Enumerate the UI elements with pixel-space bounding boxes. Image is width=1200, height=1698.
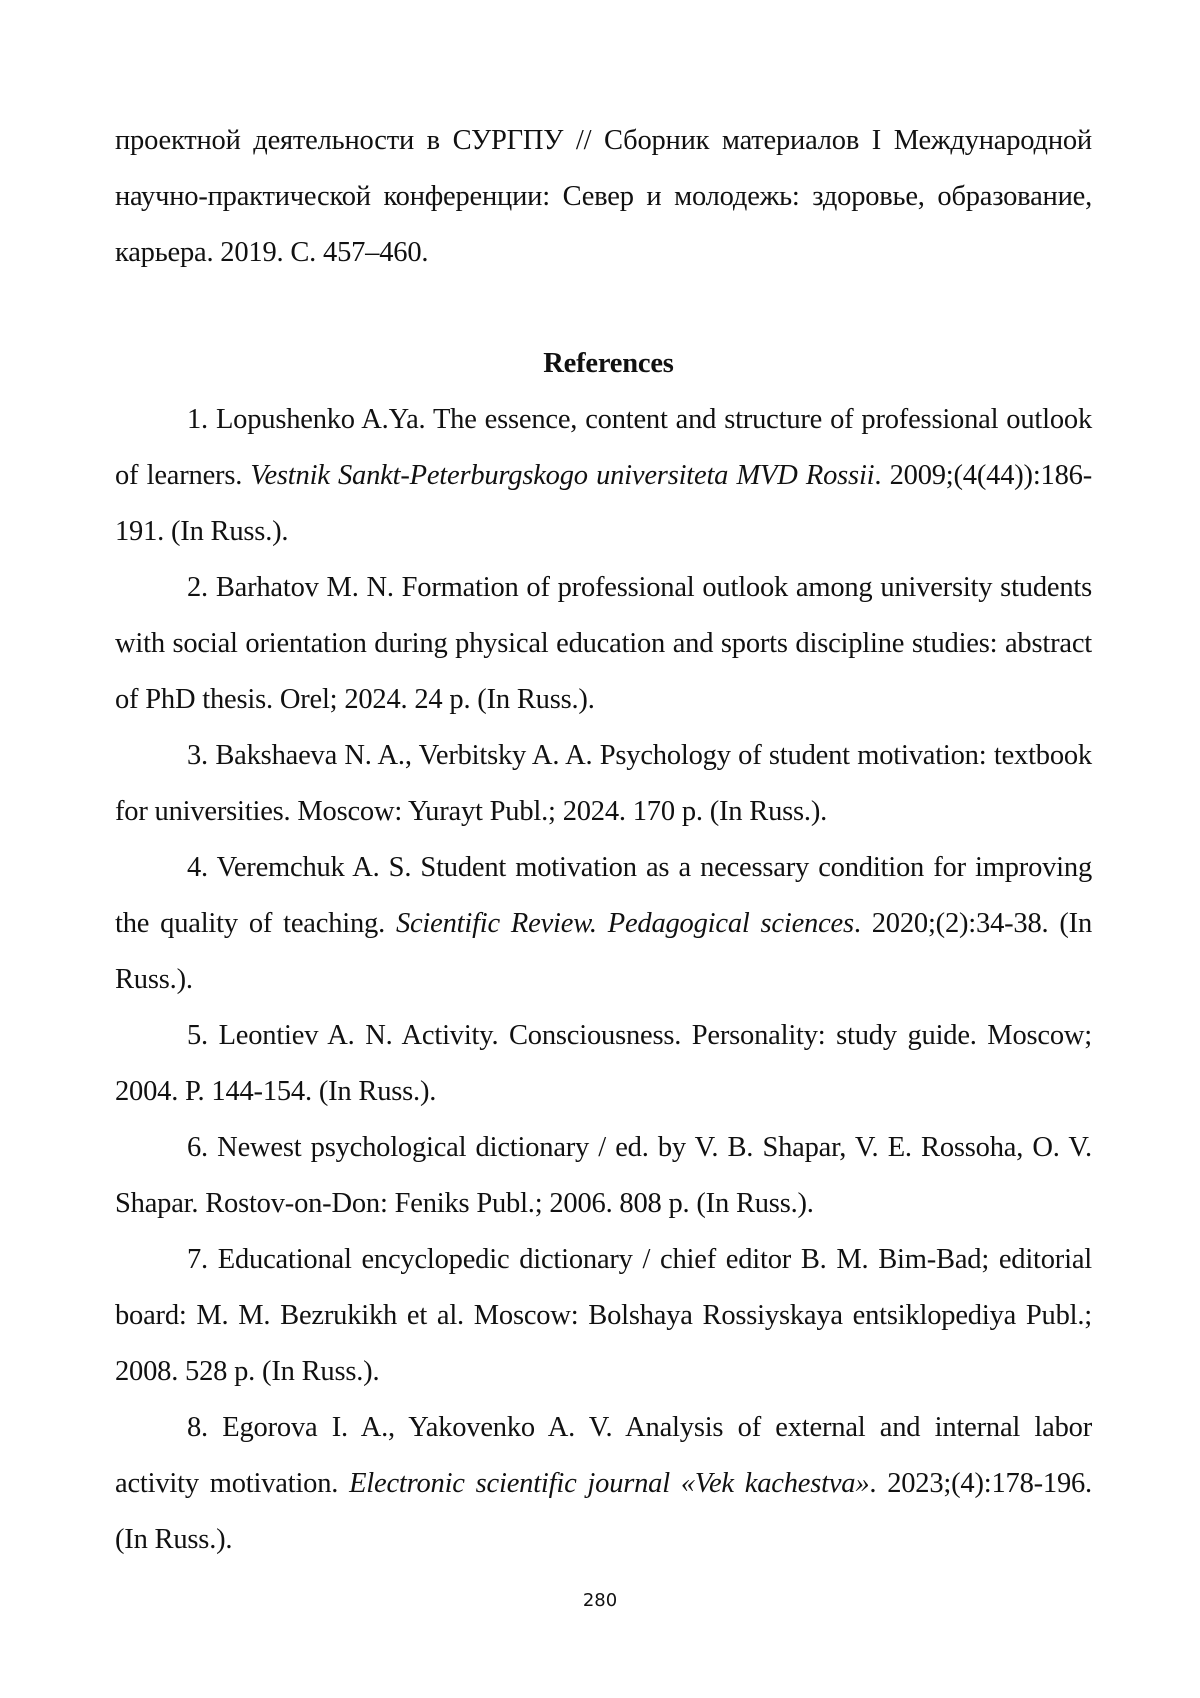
reference-text: 1. Lopushenko A.Ya. The essence, content and structure of professional outlook of learners. xyxy=(115,404,1092,491)
page-body xyxy=(115,113,1092,1568)
reference-details: . 2023;(4):178-196. (In Russ.). xyxy=(115,1468,1092,1555)
reference-item xyxy=(115,392,1092,560)
continuation-paragraph: проектной деятельности в СУРГПУ // Сборник материалов I Международной научно-практической конференции: Север и молодежь: здоровье, образование, карьера. 2019. С. 457–460. xyxy=(115,125,1092,268)
reference-item xyxy=(115,1232,1092,1400)
reference-source: Electronic scientific journal «Vek kachestva» xyxy=(349,1468,870,1499)
references-heading: References xyxy=(543,348,674,379)
reference-item xyxy=(115,1008,1092,1120)
reference-item xyxy=(115,560,1092,728)
reference-details: . 2020;(2):34-38. (In Russ.). xyxy=(115,908,1093,995)
references-list xyxy=(115,392,1092,1568)
reference-text: 3. Bakshaeva N. A., Verbitsky A. A. Psychology of student motivation: textbook for universities. Moscow: Yurayt Publ.; 2024. 170 p. (In Russ.). xyxy=(115,740,1092,827)
reference-item xyxy=(115,840,1092,1008)
reference-details: . 2009;(4(44)):186-191. (In Russ.). xyxy=(115,460,1092,547)
reference-text: 7. Educational encyclopedic dictionary / chief editor B. M. Bim-Bad; editorial board: M. M. Bezrukikh et al. Moscow: Bolshaya Rossiyskaya entsiklopediya Publ.; 2008. 528 p. (In Russ.). xyxy=(115,1244,1092,1387)
reference-item xyxy=(115,1120,1092,1232)
reference-source: Scientific Review. Pedagogical sciences xyxy=(395,908,854,939)
reference-item xyxy=(115,728,1092,840)
reference-text: 2. Barhatov M. N. Formation of professional outlook among university students with social orientation during physical education and sports discipline studies: abstract of PhD thesis. Orel; 2024. 24 p. (In Russ.). xyxy=(115,572,1092,715)
reference-text: 4. Veremchuk A. S. Student motivation as a necessary condition for improving the quality of teaching. xyxy=(115,852,1092,939)
page-number: 280 xyxy=(582,1590,618,1611)
reference-item xyxy=(115,1400,1092,1568)
reference-text: 6. Newest psychological dictionary / ed. by V. B. Shapar, V. E. Rossoha, O. V. Shapar. Rostov-on-Don: Feniks Publ.; 2006. 808 p. (In Russ.). xyxy=(115,1132,1092,1219)
reference-text: 5. Leontiev A. N. Activity. Consciousness. Personality: study guide. Moscow; 2004. P. 144-154. (In Russ.). xyxy=(115,1020,1092,1107)
reference-text: 8. Egorova I. A., Yakovenko A. V. Analysis of external and internal labor activity motivation. xyxy=(115,1412,1092,1499)
reference-source: Vestnik Sankt-Peterburgskogo universiteta MVD Rossii xyxy=(250,460,875,491)
